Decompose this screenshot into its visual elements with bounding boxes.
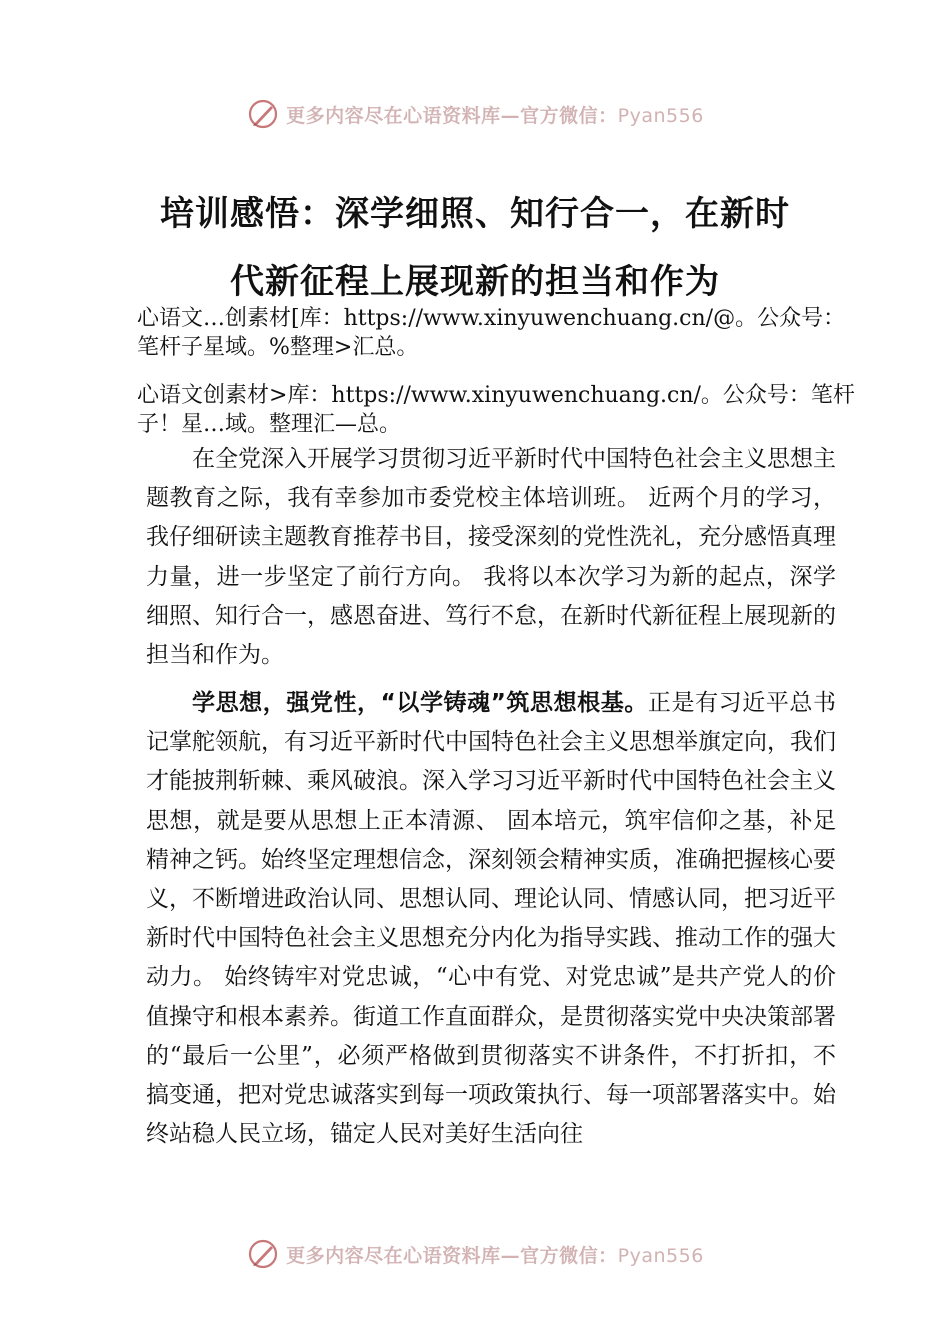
paragraph-body: 正是有习近平总书记掌舵领航，有习近平新时代中国特色社会主义思想举旗定向，我们才能披荆斩棘、乘风破浪。深入学习习近平新时代中国特色社会主义思想，就是要从思想上正本清源、 固本培元，筑牢信仰之基，补足精神之钙。始终坚定理想信念，深刻领会精神实质，准确把握核心要义，不断增进政治认同、思想认同、理论认同、情感认同，把习近平新时代中国特色社会主义思想充分内化为指导实践、推动工作的强大动力。 始终铸牢对党忠诚，“心中有党、对党忠诚”是共产党人的价值操守和根本素养。街道工作直面群众，是贯彻落实党中央决策部署的“最后一公里”，必须严格做到贯彻落实不讲条件，不打折扣，不搞变通，把对党忠诚落实到每一项政策执行、每一项部署落实中。始终站稳人民立场，锚定人民对美好生活向往 <box>146 690 837 1148</box>
banner-account: Pyan556 <box>617 1244 704 1267</box>
banner-text: 更多内容尽在心语资料库—官方微信：Pyan556 <box>286 104 704 127</box>
source-note-2: 心语文创素材>库：https://www.xinyuwenchuang.cn/。公众号：笔杆子！星…域。整理汇—总。 <box>137 383 855 437</box>
header-banner <box>0 94 950 134</box>
body-paragraph-2 <box>146 684 836 1154</box>
document-title-line-2: 代新征程上展现新的担当和作为 <box>230 262 720 302</box>
footer-banner <box>0 1234 950 1274</box>
document-title-line-1: 培训感悟：深学细照、知行合一，在新时 <box>160 194 790 234</box>
pen-logo-icon <box>246 1237 280 1271</box>
banner-account: Pyan556 <box>617 104 704 127</box>
body-paragraph-1: 在全党深入开展学习贯彻习近平新时代中国特色社会主义思想主题教育之际，我有幸参加市委党校主体培训班。 近两个月的学习，我仔细研读主题教育推荐书目，接受深刻的党性洗礼，充分感悟真理力量，进一步坚定了前行方向。 我将以本次学习为新的起点，深学细照、知行合一，感恩奋进、笃行不怠，在新时代新征程上展现新的担当和作为。 <box>146 446 836 669</box>
paragraph-lead-heading: 学思想，强党性，“以学铸魂”筑思想根基。 <box>192 690 648 716</box>
source-note-1: 心语文…创素材[库：https://www.xinyuwenchuang.cn/@。公众号：笔杆子星域。%整理>汇总。 <box>137 306 846 360</box>
banner-text: 更多内容尽在心语资料库—官方微信：Pyan556 <box>286 1244 704 1267</box>
pen-logo-icon <box>246 97 280 131</box>
